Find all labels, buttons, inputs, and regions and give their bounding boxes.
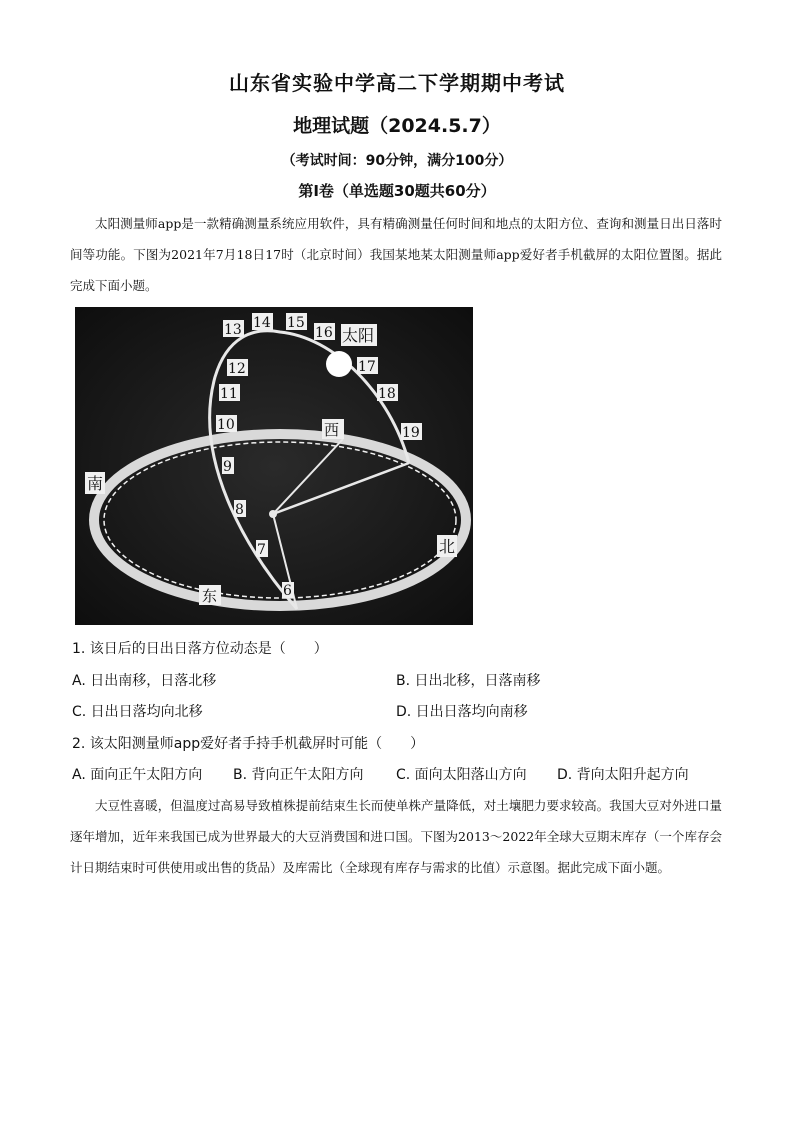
passage-sun-app: 太阳测量师app是一款精确测量系统应用软件，具有精确测量任何时间和地点的太阳方位、查询和测量日出日落时间等功能。下图为2021年7月18日17时（北京时间）我国某地某太阳测量师app爱好者手机截屏的太阳位置图。据此完成下面小题。 xyxy=(70,216,722,293)
direction-north: 北 xyxy=(439,537,456,556)
hour-label-15: 15 xyxy=(287,315,305,331)
question2-option-b[interactable]: B. 背向正午太阳方向 xyxy=(233,767,364,783)
hour-label-10: 10 xyxy=(217,417,235,433)
hour-label-8: 8 xyxy=(235,502,244,518)
question1-option-c[interactable]: C. 日出日落均向北移 xyxy=(72,704,203,720)
question2-option-d[interactable]: D. 背向太阳升起方向 xyxy=(557,767,689,783)
question1-stem: 1. 该日后的日出日落方位动态是（ ） xyxy=(72,641,328,657)
passage-soybean: 大豆性喜暖，但温度过高易导致植株提前结束生长而使单株产量降低，对土壤肥力要求较高。我国大豆对外进口量逐年增加，近年来我国已成为世界最大的大豆消费国和进口国。下图为2013～2022年全球大豆期末库存（一个库存会计日期结束时可供使用或出售的货品）及库需比（全球现有库存与需求的比值）示意图。据此完成下面小题。 xyxy=(70,798,722,875)
direction-south: 南 xyxy=(87,474,104,493)
question2-stem: 2. 该太阳测量师app爱好者手持手机截屏时可能（ ） xyxy=(72,736,425,752)
hour-label-12: 12 xyxy=(228,361,246,377)
hour-label-16: 16 xyxy=(315,325,333,341)
subject-title: 地理试题（2024.5.7） xyxy=(293,115,501,137)
sun-disc xyxy=(326,351,352,377)
question2-option-c[interactable]: C. 面向太阳落山方向 xyxy=(396,767,527,783)
direction-west: 西 xyxy=(324,421,340,439)
question1-option-b[interactable]: B. 日出北移，日落南移 xyxy=(396,673,541,689)
hour-label-13: 13 xyxy=(224,322,242,338)
observer-point xyxy=(269,510,277,518)
hour-label-6: 6 xyxy=(283,583,292,599)
hour-label-14: 14 xyxy=(253,315,271,331)
hour-label-9: 9 xyxy=(223,459,232,475)
question1-option-a[interactable]: A. 日出南移，日落北移 xyxy=(72,673,217,689)
sun-position-figure xyxy=(75,307,473,625)
exam-info: （考试时间：90分钟，满分100分） xyxy=(281,153,513,169)
hour-label-19: 19 xyxy=(402,425,420,441)
direction-east: 东 xyxy=(202,587,218,605)
section-title: 第I卷（单选题30题共60分） xyxy=(298,182,496,200)
sun-label: 太阳 xyxy=(342,326,375,345)
hour-label-17: 17 xyxy=(358,359,376,375)
hour-label-7: 7 xyxy=(257,542,266,558)
question1-option-d[interactable]: D. 日出日落均向南移 xyxy=(396,704,528,720)
school-title: 山东省实验中学高二下学期期中考试 xyxy=(229,71,565,95)
question2-option-a[interactable]: A. 面向正午太阳方向 xyxy=(72,767,203,783)
hour-label-11: 11 xyxy=(220,386,238,402)
hour-label-18: 18 xyxy=(378,386,396,402)
